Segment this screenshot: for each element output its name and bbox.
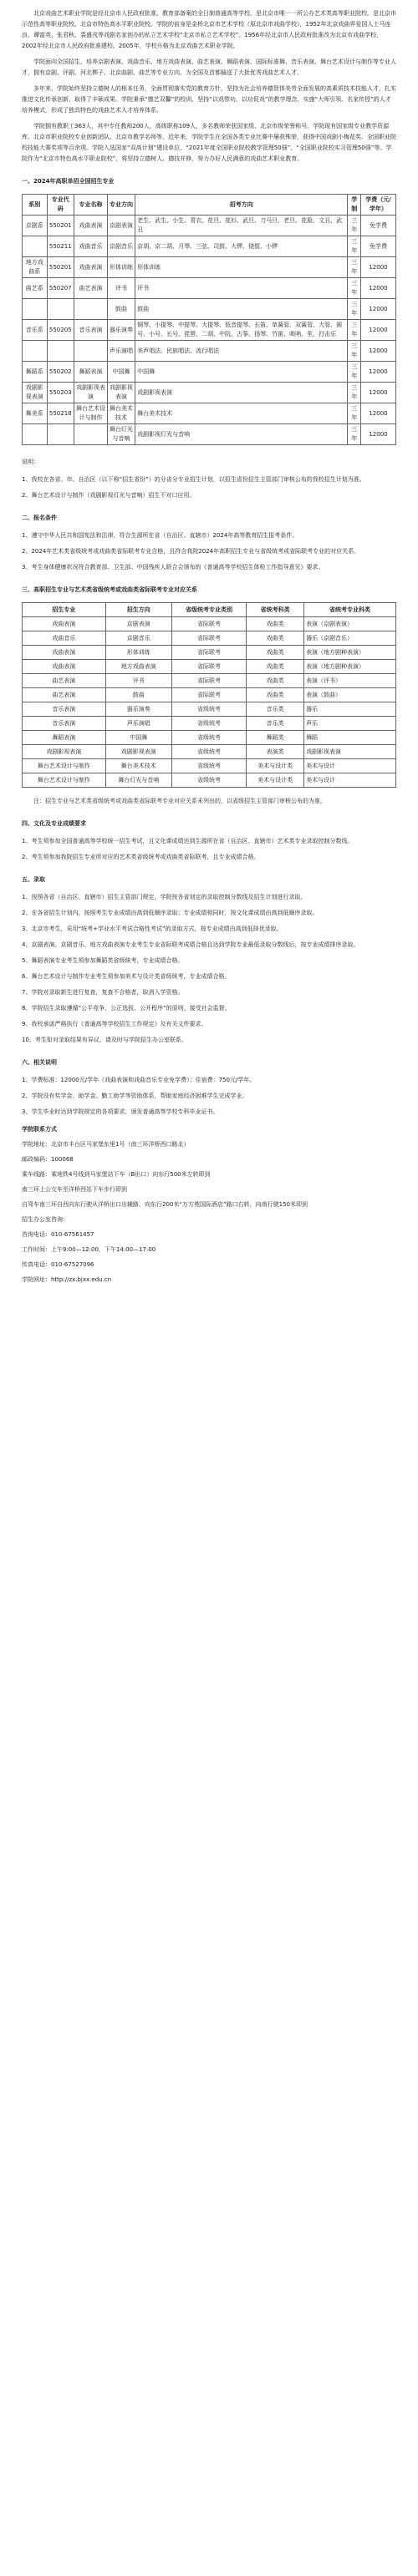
table-note: 注：招生专业与艺术类省级统考或戏曲类省际联考专业对应关系未列出的，以省级招生主管部门审核公布的为准。 bbox=[33, 798, 326, 804]
table-cell: 老生、武生、小生、青衣、花旦、花衫、武旦、刀马旦、老旦、花脸、文丑、武丑 bbox=[135, 216, 348, 236]
condition-item: 2、2024年艺术类省级统考或戏曲类省际联考专业合格，且符合我院2024年高职招生专业与省级统考或省际联考专业的对应关系。 bbox=[22, 548, 360, 555]
table-cell: 戏剧影视灯光与音响 bbox=[135, 424, 348, 445]
table-cell: 12000 bbox=[360, 257, 395, 278]
table-cell bbox=[23, 299, 48, 320]
table-cell: 舞台美术技术 bbox=[108, 403, 135, 424]
table-row bbox=[23, 403, 396, 424]
table-row bbox=[23, 362, 396, 383]
table-cell: 戏曲音乐 bbox=[23, 631, 106, 646]
table-cell: 三年 bbox=[348, 362, 361, 383]
table-cell: 京剧表演 bbox=[108, 216, 135, 236]
table-cell bbox=[47, 341, 74, 362]
table-cell: 12000 bbox=[360, 299, 395, 320]
majors-table bbox=[22, 194, 396, 445]
section-title-4: 四、文化及专业成绩要求 bbox=[22, 820, 86, 827]
table-row bbox=[23, 745, 396, 759]
score-req-item: 2、考生须参加我院招生专业所对应的艺术类省级统考或戏曲类省际联考，且专业成绩合格。 bbox=[22, 854, 260, 860]
table-cell: 舞蹈 bbox=[304, 731, 396, 745]
table-header-cell: 专业方向 bbox=[108, 195, 135, 216]
table-header-cell: 招生专业 bbox=[23, 603, 106, 617]
table-row bbox=[23, 299, 396, 320]
table-cell: 三年 bbox=[348, 257, 361, 278]
table-cell: 器乐演奏 bbox=[108, 320, 135, 341]
table-cell bbox=[74, 424, 107, 445]
table-cell: 声乐 bbox=[304, 717, 396, 731]
table-cell: 550211 bbox=[47, 236, 74, 257]
admission-item: 8、学院招生录取遵循“公平竞争、公正选拔、公开程序”的原则，接受社会监督。 bbox=[22, 1005, 231, 1012]
table-cell: 省际联考 bbox=[171, 646, 246, 660]
section-title-1: 一、2024年高职单招全国招生专业 bbox=[22, 178, 115, 185]
table-cell: 戏曲表演 bbox=[74, 216, 107, 236]
table-cell: 12000 bbox=[360, 278, 395, 299]
score-reqs-list bbox=[22, 836, 396, 863]
table-cell: 三年 bbox=[348, 424, 361, 445]
table-cell: 舞蹈类 bbox=[247, 731, 304, 745]
table-cell: 戏剧影视表演 bbox=[105, 745, 171, 759]
admission-item: 10、考生如对录取结果有异议，请及时与学院招生办公室联系。 bbox=[22, 1037, 187, 1043]
admission-item: 9、我校承诺严格执行《普通高等学校招生工作规定》及有关文件要求。 bbox=[22, 1021, 207, 1027]
table-cell bbox=[74, 299, 107, 320]
table-cell: 评书 bbox=[105, 674, 171, 688]
contact-web[interactable]: 学院网址：http://zx.bjxx.edu.cn bbox=[22, 1276, 112, 1283]
table-cell: 12000 bbox=[360, 403, 395, 424]
table-cell: 戏剧影视表演 bbox=[74, 383, 107, 403]
table-cell: 京剧音乐 bbox=[108, 236, 135, 257]
section-title-5: 五、录取 bbox=[22, 876, 45, 883]
score-req-item: 1、考生须参加全国普通高等学校统一招生考试，且文化课成绩达到生源所在省（自治区、直辖市）艺术类专业录取控制分数线。 bbox=[22, 838, 354, 844]
contact-phone: 咨询电话：010-67561457 bbox=[22, 1231, 94, 1238]
table-row bbox=[23, 257, 396, 278]
table-cell: 550218 bbox=[47, 403, 74, 424]
table-cell: 曲艺表演 bbox=[23, 674, 106, 688]
table-cell: 12000 bbox=[360, 341, 395, 362]
table-row bbox=[23, 773, 396, 788]
table-cell: 表演（地方剧种表演） bbox=[304, 646, 396, 660]
table-cell: 钢琴、小提琴、中提琴、大提琴、低音提琴、长笛、单簧管、双簧管、大管、圆号、小号、长号、琵琶、二胡、中阮、古筝、扬琴、竹笛、唢呐、笙、打击乐 bbox=[135, 320, 348, 341]
table-header-cell: 学制 bbox=[348, 195, 361, 216]
table-cell: 三年 bbox=[348, 236, 361, 257]
table-header-row bbox=[23, 195, 396, 216]
admission-item: 3、北京市考生，采用“统考+学业水平考试合格性考试”的录取方式，按专业成绩由高到低择优录取。 bbox=[22, 925, 283, 932]
admission-item: 2、在各省招生计划内，按照考生专业成绩由高到低顺序录取；专业成绩相同时，按文化课成绩由高到低顺序录取。 bbox=[22, 910, 319, 916]
table-cell: 省级统考 bbox=[171, 702, 246, 717]
table-cell: 曲艺表演 bbox=[23, 688, 106, 702]
table-header-cell: 专业名称 bbox=[74, 195, 107, 216]
table-cell: 曲艺表演 bbox=[74, 278, 107, 299]
table-header-cell: 省级统考专业类别 bbox=[171, 603, 246, 617]
contact-office: 招生办公室咨询： bbox=[22, 1216, 69, 1223]
intro-section bbox=[22, 8, 396, 165]
table-cell: 省级统考 bbox=[171, 745, 246, 759]
table-row bbox=[23, 236, 396, 257]
table-cell: 器乐 bbox=[304, 702, 396, 717]
table-cell: 省级统考 bbox=[171, 773, 246, 788]
table-cell: 戏剧影视表演 bbox=[135, 383, 348, 403]
table-header-cell: 招考方向 bbox=[135, 195, 348, 216]
table-cell: 省级统考 bbox=[171, 759, 246, 773]
condition-item: 3、考生身体健康状况符合教育部、卫生部、中国残疾人联合会颁布的《普通高等学校招生体检工作指导意见》要求。 bbox=[22, 564, 324, 570]
table-cell: 表演（评书） bbox=[304, 674, 396, 688]
contact-fax: 传真电话：010-67527096 bbox=[22, 1261, 94, 1268]
table-cell: 戏剧影视表演 bbox=[23, 745, 106, 759]
table-row bbox=[23, 216, 396, 236]
table-cell: 表演类 bbox=[247, 745, 304, 759]
table-cell: 550202 bbox=[47, 362, 74, 383]
section-title-3: 三、高职招生专业与艺术类省级统考或戏曲类省际联考专业对应关系 bbox=[22, 586, 197, 593]
table-row bbox=[23, 320, 396, 341]
related-item: 2、学院设有奖学金、助学金、勤工助学等资助体系，帮助家庭经济困难学生完成学业。 bbox=[22, 1093, 248, 1099]
table-row bbox=[23, 717, 396, 731]
table-cell: 三年 bbox=[348, 403, 361, 424]
table-cell: 戏曲表演 bbox=[23, 617, 106, 631]
table-cell: 鼓曲 bbox=[105, 688, 171, 702]
table-cell: 音乐表演 bbox=[23, 702, 106, 717]
contact-hours: 工作时间：上午9:00—12:00，下午14:00—17:00 bbox=[22, 1246, 156, 1253]
table-cell: 地方戏曲表演 bbox=[105, 660, 171, 674]
table-cell: 舞蹈系 bbox=[23, 362, 48, 383]
table-cell: 美术与设计类 bbox=[247, 773, 304, 788]
table-cell: 表演（京剧表演） bbox=[304, 617, 396, 631]
table-cell: 京胡、京二胡、月琴、三弦、司鼓、大锣、铙钹、小锣 bbox=[135, 236, 348, 257]
table-cell: 中国舞 bbox=[105, 731, 171, 745]
table-cell: 戏曲类 bbox=[247, 688, 304, 702]
table-cell: 戏剧影视表演 bbox=[304, 745, 396, 759]
table-cell bbox=[74, 341, 107, 362]
table-row bbox=[23, 278, 396, 299]
table-cell: 形体训练 bbox=[105, 646, 171, 660]
table-row bbox=[23, 631, 396, 646]
table-cell: 器乐（京剧音乐） bbox=[304, 631, 396, 646]
table-cell: 音乐类 bbox=[247, 702, 304, 717]
contact-title: 学院联系方式 bbox=[22, 1126, 57, 1133]
contact-transport: 乘车线路：乘地铁4号线到马家堡站下车（B出口）向东行500米左转即到 bbox=[22, 1171, 211, 1178]
table-cell: 声乐演唱 bbox=[108, 341, 135, 362]
table-cell: 戏曲表演 bbox=[74, 257, 107, 278]
table-cell: 舞台艺术设计与制作 bbox=[23, 759, 106, 773]
table-header-cell: 系别 bbox=[23, 195, 48, 216]
table-cell: 三年 bbox=[348, 278, 361, 299]
contact-bus: 南三环上公交车至洋桥西站下车步行即到 bbox=[22, 1186, 127, 1193]
table-row bbox=[23, 617, 396, 631]
contact-zip: 邮政编码：100068 bbox=[22, 1156, 74, 1163]
table-cell bbox=[23, 341, 48, 362]
table-cell: 美声唱法、民族唱法、流行唱法 bbox=[135, 341, 348, 362]
table-cell: 免学费 bbox=[360, 216, 395, 236]
table-cell: 舞美系 bbox=[23, 403, 48, 424]
admission-item: 7、学院对录取新生进行复查，复查不合格者，取消入学资格。 bbox=[22, 989, 184, 996]
table-cell: 550205 bbox=[47, 320, 74, 341]
table-cell: 三年 bbox=[348, 383, 361, 403]
notes-title: 说明： bbox=[22, 459, 39, 465]
section-title-6: 六、相关说明 bbox=[22, 1059, 57, 1066]
table-cell: 表演（地方剧种表演） bbox=[304, 660, 396, 674]
table-cell: 三年 bbox=[348, 341, 361, 362]
related-list bbox=[22, 1075, 396, 1118]
table-cell: 京剧表演 bbox=[105, 617, 171, 631]
table-cell: 表演（鼓曲） bbox=[304, 688, 396, 702]
intro-paragraph: 多年来，学院始终坚持立德树人的根本任务，全面贯彻落实党的教育方针，坚持为社会培养德智体美劳全面发展的高素质技术技能人才，扎实推进文化传承创新，取得了丰硕成果。学院秉承“德艺双馨”的校训，坚持“以戏带功，以功促戏”的教学理念，实施“大师引领、名家传授”的人才培养模式，形成了独具特色的戏曲艺术人才培养体系。 bbox=[22, 85, 396, 114]
table-cell: 三年 bbox=[348, 299, 361, 320]
table-cell: 省际联考 bbox=[171, 617, 246, 631]
table-cell: 形体训练 bbox=[108, 257, 135, 278]
table-cell: 中国舞 bbox=[135, 362, 348, 383]
table-cell: 舞台艺术设计与制作 bbox=[23, 773, 106, 788]
table-cell: 评书 bbox=[108, 278, 135, 299]
table-row bbox=[23, 674, 396, 688]
table-cell: 舞台美术技术 bbox=[105, 759, 171, 773]
table-cell: 戏曲类 bbox=[247, 646, 304, 660]
table-cell bbox=[47, 299, 74, 320]
table-cell bbox=[23, 424, 48, 445]
table-cell: 550201 bbox=[47, 216, 74, 236]
table-cell: 550203 bbox=[47, 383, 74, 403]
table-cell: 戏曲表演 bbox=[23, 646, 106, 660]
table-cell: 美术与设计类 bbox=[247, 759, 304, 773]
table-cell: 戏曲表演 bbox=[23, 660, 106, 674]
admission-item: 6、舞台艺术设计与制作专业考生须参加美术与设计类省级统考，专业成绩合格。 bbox=[22, 973, 231, 980]
table-cell: 戏曲类 bbox=[247, 674, 304, 688]
related-item: 1、学费标准：12000元/学年（戏曲表演和戏曲音乐专业免学费）；住宿费：750元/学年。 bbox=[22, 1077, 256, 1083]
contact-block bbox=[22, 1124, 396, 1285]
table-cell: 音乐表演 bbox=[74, 320, 107, 341]
table-cell: 省际联考 bbox=[171, 688, 246, 702]
table-row bbox=[23, 660, 396, 674]
table-header-cell: 专业代码 bbox=[47, 195, 74, 216]
note-item: 1、我校在各省、市、自治区（以下称“招生省份”）的分省分专业招生计划，以招生省份招生主管部门审核公布的我校招生计划为准。 bbox=[22, 476, 365, 483]
table-cell: 美术与设计 bbox=[304, 773, 396, 788]
table-cell: 12000 bbox=[360, 362, 395, 383]
table-cell: 戏曲音乐 bbox=[74, 236, 107, 257]
table-cell: 省级统考 bbox=[171, 717, 246, 731]
table-cell: 省级统考 bbox=[171, 731, 246, 745]
table-cell: 曲艺系 bbox=[23, 278, 48, 299]
table-row bbox=[23, 646, 396, 660]
conditions-list bbox=[22, 530, 396, 573]
condition-item: 1、遵守中华人民共和国宪法和法律，符合生源所在省（自治区、直辖市）2024年高等教育招生报考条件。 bbox=[22, 532, 298, 539]
table-cell: 形体训练 bbox=[135, 257, 348, 278]
table-cell: 音乐表演 bbox=[23, 717, 106, 731]
table-cell: 12000 bbox=[360, 383, 395, 403]
table-cell: 舞台艺术设计与制作 bbox=[74, 403, 107, 424]
table-cell: 戏剧影视表演 bbox=[23, 383, 48, 403]
table-cell: 12000 bbox=[360, 320, 395, 341]
table-cell bbox=[47, 424, 74, 445]
table-header-cell: 省统考专业科类 bbox=[304, 603, 396, 617]
table-cell: 鼓曲 bbox=[135, 299, 348, 320]
table-cell bbox=[23, 236, 48, 257]
table-cell: 舞蹈表演 bbox=[23, 731, 106, 745]
mapping-table bbox=[22, 602, 396, 788]
note-item: 2、舞台艺术设计与制作（戏剧影视灯光与音响）招生不对口应用。 bbox=[22, 492, 196, 499]
table-cell: 省际联考 bbox=[171, 631, 246, 646]
table-row bbox=[23, 341, 396, 362]
table-cell: 美术与设计 bbox=[304, 759, 396, 773]
intro-paragraph: 学院面向全国招生，培养京剧表演、戏曲音乐、地方戏曲表演、曲艺表演、舞蹈表演、国际标准舞、音乐表演、舞台艺术设计与制作等专业人才，拥有京剧、评剧、河北梆子、北京曲剧、曲艺等专业方向。为全国及首都输送了大批优秀戏曲艺术人才。 bbox=[22, 58, 396, 76]
table-cell: 三年 bbox=[348, 320, 361, 341]
table-cell: 12000 bbox=[360, 424, 395, 445]
table-cell: 舞蹈表演 bbox=[74, 362, 107, 383]
table-cell: 戏曲类 bbox=[247, 631, 304, 646]
table-cell: 声乐演唱 bbox=[105, 717, 171, 731]
section-title-2: 二、报名条件 bbox=[22, 515, 57, 521]
table-cell: 音乐系 bbox=[23, 320, 48, 341]
table-header-cell: 省统考科类 bbox=[247, 603, 304, 617]
table-cell: 戏曲类 bbox=[247, 660, 304, 674]
table-cell: 省际联考 bbox=[171, 674, 246, 688]
table-cell: 舞台灯光与音响 bbox=[108, 424, 135, 445]
table-cell: 评书 bbox=[135, 278, 348, 299]
contact-address: 学院地址：北京市丰台区马家堡东里1号（南三环洋桥西口路北） bbox=[22, 1141, 190, 1148]
table-cell: 中国舞 bbox=[108, 362, 135, 383]
table-cell: 京剧系 bbox=[23, 216, 48, 236]
table-cell: 戏曲类 bbox=[247, 617, 304, 631]
table-cell: 舞台灯光与音响 bbox=[105, 773, 171, 788]
table-cell: 550201 bbox=[47, 257, 74, 278]
table-cell: 鼓曲 bbox=[108, 299, 135, 320]
table-cell: 地方戏曲系 bbox=[23, 257, 48, 278]
table-cell: 器乐演奏 bbox=[105, 702, 171, 717]
table-header-cell: 学费（元/学年） bbox=[360, 195, 395, 216]
table-row bbox=[23, 702, 396, 717]
table-cell: 三年 bbox=[348, 216, 361, 236]
table-cell: 戏剧影视表演 bbox=[108, 383, 135, 403]
admission-item: 5、舞蹈表演专业考生须参加舞蹈类省级统考，专业成绩合格。 bbox=[22, 957, 184, 964]
table-header-cell: 招生方向 bbox=[105, 603, 171, 617]
table-cell: 京剧音乐 bbox=[105, 631, 171, 646]
table-cell: 省际联考 bbox=[171, 660, 246, 674]
table-header-row bbox=[23, 603, 396, 617]
table-cell: 免学费 bbox=[360, 236, 395, 257]
contact-bus2: 自驾车南三环自西向东行驶从洋桥出口出辅路，向东行200米“万方苑国际酒店”路口右转，向南行驶150米即到 bbox=[22, 1201, 308, 1208]
table-row bbox=[23, 731, 396, 745]
admission-item: 4、京剧表演、京剧音乐、地方戏曲表演专业考生专业省际联考成绩合格且达到学院专业最低录取分数线后，按专业成绩排序录取。 bbox=[22, 941, 359, 948]
table-row bbox=[23, 759, 396, 773]
related-item: 3、学生毕业时达到学院规定的各项要求，颁发普通高等学校专科毕业证书。 bbox=[22, 1108, 219, 1115]
intro-paragraph: 学院拥有教职工363人，其中专任教师200人，高级职称109人，多名教师荣获国家级、北京市级荣誉称号。学院现有国家级专业教学资源库、北京市职业院校专业创新团队、北京市教学名师等。近年来，学院学生在全国各类专业比赛中屡获殊荣，获得中国戏剧小梅花奖、全国职业院校技能大赛奖项等百余项。学院入选国家“双高计划”建设单位、“2021年度全国职业院校教学管理50强”、“全国职业院校实习管理50强”等。学院作为“北京市特色高水平职业院校”，将坚持立德树人、德技并修，努力办好人民满意的戏曲艺术职业教育。 bbox=[22, 123, 396, 162]
admission-item: 1、按照各省（自治区、直辖市）招生主管部门规定，学院按各省划定的录取控制分数线及招生计划进行录取。 bbox=[22, 894, 307, 900]
intro-paragraph: 北京戏曲艺术职业学院是经北京市人民政府批准、教育部备案的全日制普通高等学校，是北京市唯一一所公办艺术类高等职业院校。是北京市示范性高等职业院校、北京市特色高水平职业院校。学院的前身是金桥北京市艺术学校（原北京市戏曲学校），1952年北京戏曲界爱国人士马连良、谭富英、张君秋、裘盛戎等戏剧名家创办的私立艺术学校“北京市私立艺术学校”。1956年经北京市人民政府批准改为北京市戏曲学校，2002年经北京市人民政府批准建校。2005年，学校升格为北京戏曲艺术职业学院。 bbox=[22, 10, 396, 49]
notes-list bbox=[22, 474, 396, 501]
table-row bbox=[23, 688, 396, 702]
table-row bbox=[23, 424, 396, 445]
admission-list bbox=[22, 892, 396, 1046]
table-cell: 550207 bbox=[47, 278, 74, 299]
table-cell: 舞台美术技术 bbox=[135, 403, 348, 424]
table-row bbox=[23, 383, 396, 403]
table-cell: 音乐类 bbox=[247, 717, 304, 731]
